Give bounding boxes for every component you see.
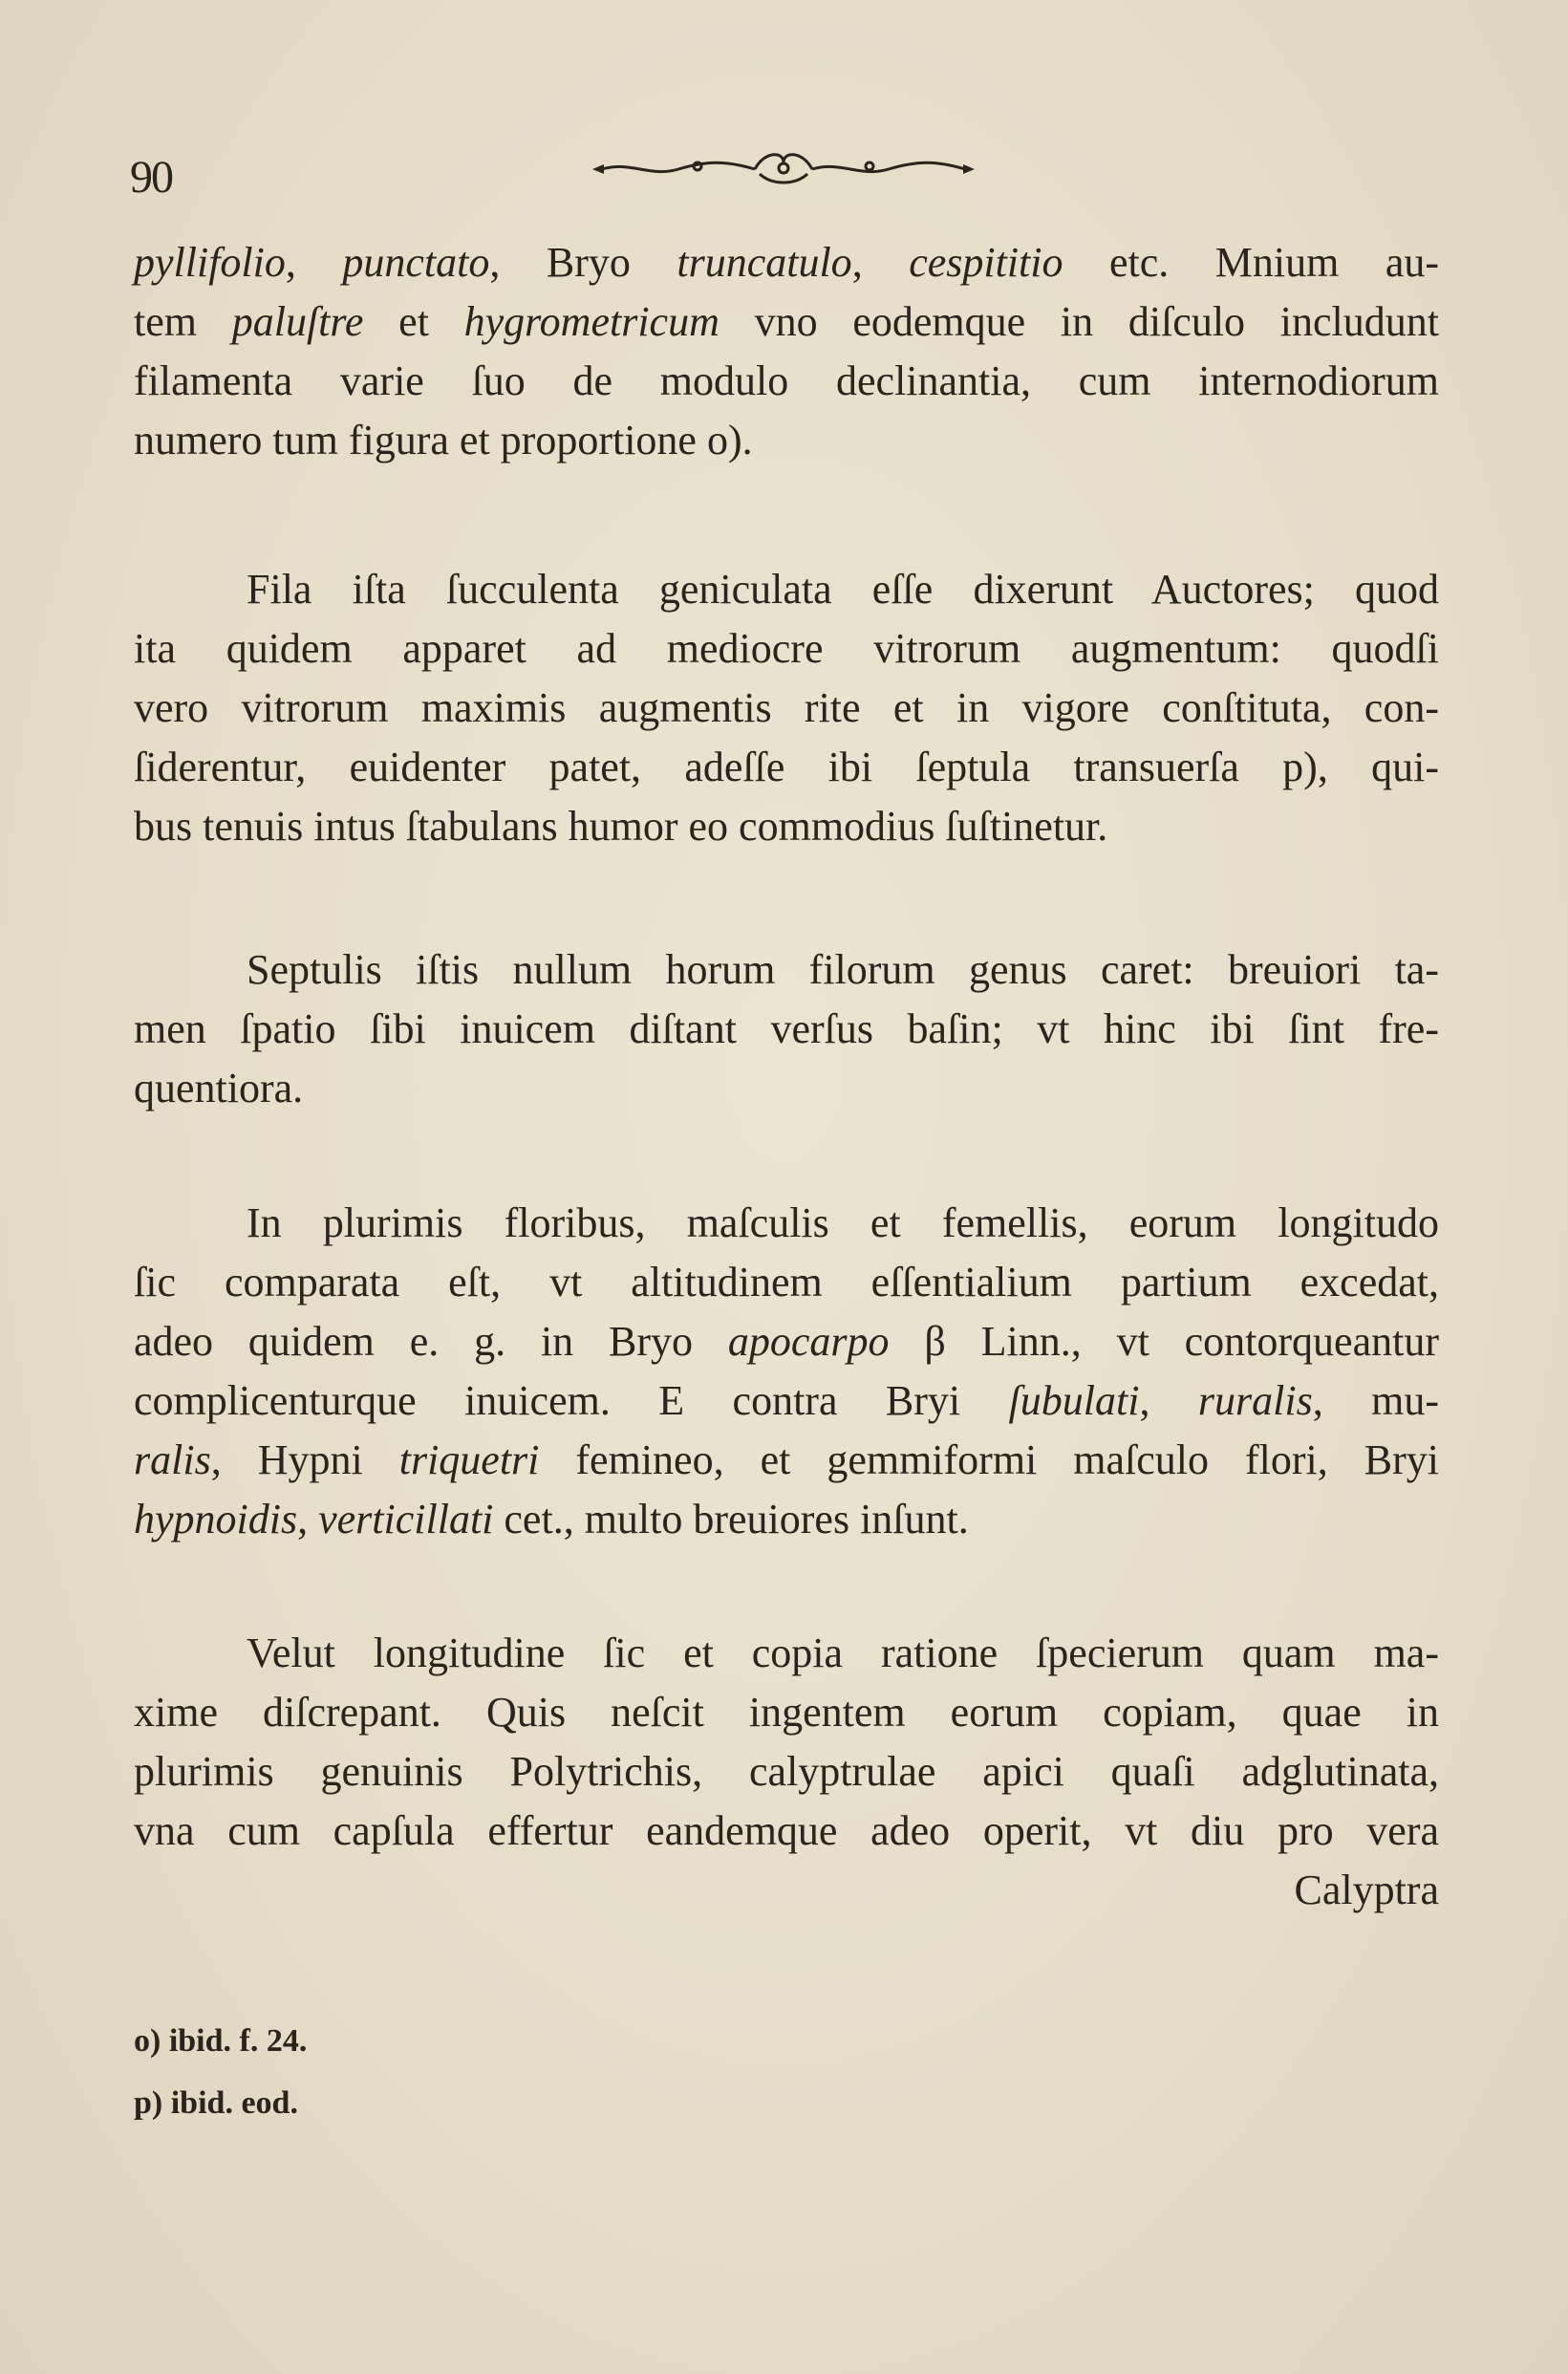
- text-segment: hygrometricum: [463, 298, 720, 345]
- text-line: [247, 561, 1439, 618]
- text-line: [134, 739, 1439, 796]
- text-segment: pyllifolio: [134, 239, 286, 286]
- text-line: [134, 1802, 1439, 1860]
- text-segment: filamenta varie ſuo de modulo declinantia, cum internodiorum: [134, 357, 1439, 404]
- text-segment: ſic comparata eſt, vt altitudinem eſſentialium partium excedat,: [134, 1259, 1439, 1306]
- text-line: [134, 1313, 1439, 1370]
- text-line: [134, 620, 1439, 678]
- text-line: [134, 353, 1439, 410]
- text-segment: punctato: [342, 239, 490, 286]
- text-segment: Fila iſta ſucculenta geniculata eſſe dixerunt Auctores; quod: [247, 566, 1439, 613]
- text-segment: Velut longitudine ſic et copia ratione ſpecierum quam ma-: [247, 1629, 1439, 1676]
- text-segment: ,: [285, 239, 343, 286]
- text-segment: men ſpatio ſibi inuicem diſtant verſus baſin; vt hinc ibi ſint fre-: [134, 1005, 1439, 1052]
- text-line: [247, 941, 1439, 999]
- text-segment: , Bryo: [489, 239, 677, 286]
- text-segment: complicenturque inuicem. E contra Bryi: [134, 1377, 1009, 1424]
- text-line: [134, 1001, 1439, 1058]
- text-segment: Calyptra: [1294, 1867, 1439, 1913]
- text-segment: paluſtre: [231, 298, 364, 345]
- text-line: [134, 1372, 1439, 1430]
- text-line: [134, 234, 1439, 291]
- page-number: 90: [130, 152, 172, 203]
- text-segment: apocarpo: [727, 1318, 890, 1365]
- footnote-o: o) ibid. f. 24.: [134, 2023, 308, 2059]
- text-segment: truncatulo: [677, 239, 852, 286]
- text-segment: ſubulati: [1008, 1377, 1140, 1424]
- header-ornament-icon: [592, 143, 975, 191]
- text-line: [134, 293, 1439, 351]
- text-line: [134, 1684, 1439, 1741]
- text-segment: plurimis genuinis Polytrichis, calyptrulae apici quaſi adglutinata,: [134, 1748, 1439, 1795]
- text-segment: In plurimis floribus, maſculis et femellis, eorum longitudo: [247, 1199, 1439, 1246]
- text-segment: , Hypni: [210, 1436, 399, 1483]
- text-line: [134, 798, 1439, 855]
- text-segment: mu-: [1371, 1377, 1440, 1424]
- text-segment: femineo, et gemmiformi maſculo flori, Bryi: [539, 1436, 1439, 1483]
- text-segment: Septulis iſtis nullum horum filorum genus caret: breuiori ta-: [247, 946, 1439, 993]
- text-segment: ralis: [134, 1436, 211, 1483]
- text-line: [247, 1195, 1439, 1252]
- text-segment: ,: [1312, 1377, 1372, 1424]
- text-line: [134, 412, 1439, 469]
- text-segment: vna cum capſula effertur eandemque adeo operit, vt diu pro vera: [134, 1807, 1439, 1854]
- text-line: [134, 1862, 1439, 1919]
- text-segment: triquetri: [398, 1436, 540, 1483]
- text-segment: β Linn., vt contorqueantur: [889, 1318, 1439, 1365]
- text-segment: ita quidem apparet ad mediocre vitrorum augmentum: quodſi: [134, 625, 1439, 672]
- text-segment: ,: [297, 1496, 319, 1543]
- text-line: [134, 1254, 1439, 1311]
- text-segment: cespititio: [909, 239, 1063, 286]
- text-line: [247, 1625, 1439, 1682]
- text-segment: vero vitrorum maximis augmentis rite et in vigore conſtituta, con-: [134, 684, 1439, 731]
- text-line: [134, 1060, 1439, 1117]
- text-segment: vno eodemque in diſculo includunt: [719, 298, 1439, 345]
- text-segment: quentiora.: [134, 1065, 304, 1111]
- text-line: [134, 1432, 1439, 1489]
- text-segment: xime diſcrepant. Quis neſcit ingentem eorum copiam, quae in: [134, 1689, 1439, 1736]
- text-segment: ,: [1139, 1377, 1198, 1424]
- text-segment: cet., multo breuiores inſunt.: [493, 1496, 969, 1543]
- text-line: [134, 1491, 1439, 1548]
- text-line: [134, 680, 1439, 737]
- footnote-p: p) ibid. eod.: [134, 2085, 298, 2121]
- text-segment: bus tenuis intus ſtabulans humor eo commodius ſuſtinetur.: [134, 803, 1108, 850]
- text-segment: adeo quidem e. g. in Bryo: [134, 1318, 728, 1365]
- text-segment: etc. Mnium au-: [1063, 239, 1440, 286]
- text-segment: ,: [851, 239, 910, 286]
- text-segment: verticillati: [318, 1496, 494, 1543]
- text-segment: hypnoidis: [134, 1496, 298, 1543]
- text-segment: tem: [134, 298, 232, 345]
- text-line: [134, 1743, 1439, 1801]
- text-segment: et: [363, 298, 464, 345]
- text-segment: ſiderentur, euidenter patet, adeſſe ibi ſeptula transuerſa p), qui-: [134, 744, 1439, 790]
- text-segment: ruralis: [1197, 1377, 1313, 1424]
- text-segment: numero tum figura et proportione o).: [134, 417, 753, 464]
